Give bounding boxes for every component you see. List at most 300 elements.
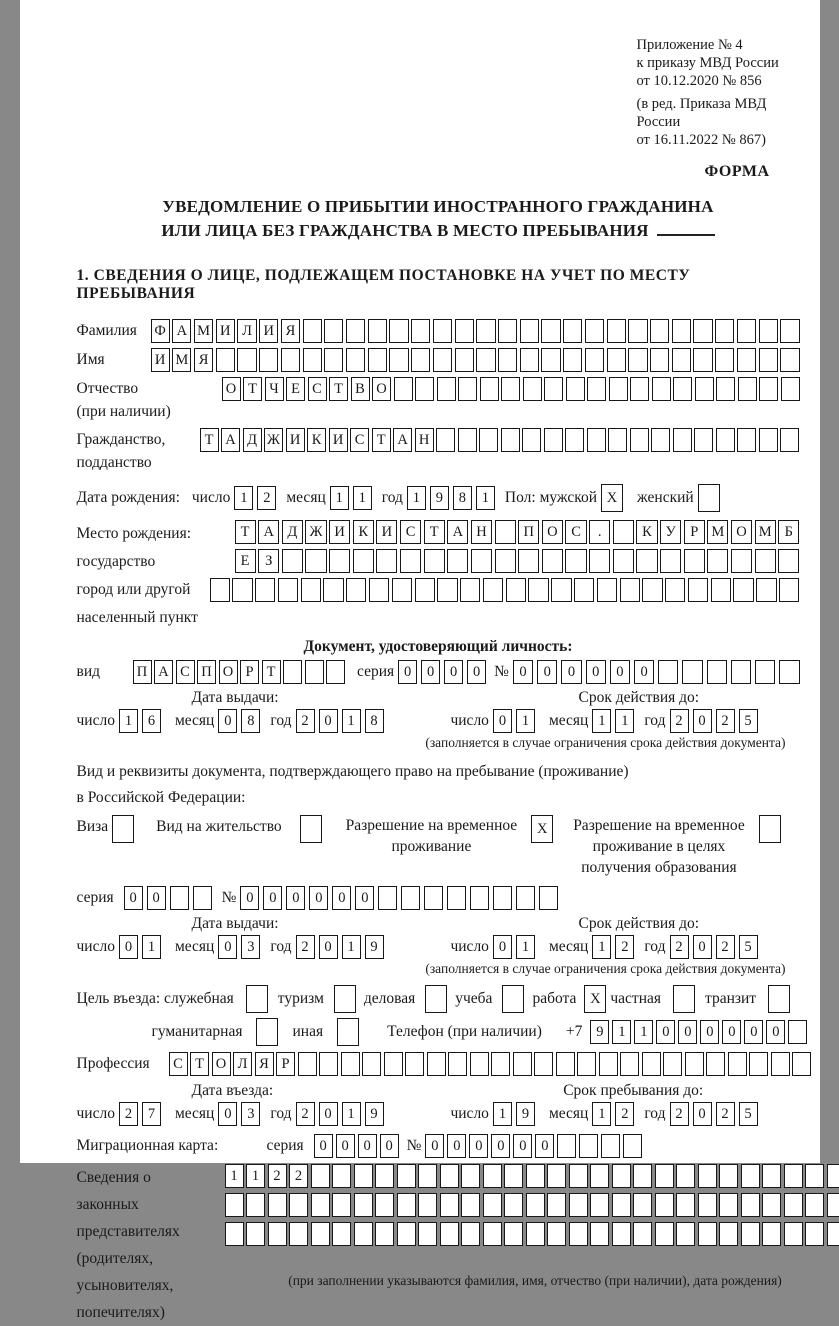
char-box[interactable]: 0	[319, 709, 338, 733]
char-box[interactable]: 1	[612, 1020, 631, 1044]
char-box[interactable]	[389, 348, 408, 372]
char-box[interactable]	[707, 660, 727, 684]
char-box[interactable]	[547, 1193, 566, 1217]
char-box[interactable]: 1	[353, 486, 372, 510]
char-box[interactable]: И	[259, 319, 278, 343]
char-box[interactable]	[650, 348, 669, 372]
char-box[interactable]	[698, 1193, 717, 1217]
char-box[interactable]	[278, 578, 298, 602]
char-box[interactable]: 3	[241, 935, 260, 959]
char-box[interactable]	[672, 319, 691, 343]
char-box[interactable]: 9	[590, 1020, 609, 1044]
char-box[interactable]: .	[589, 520, 610, 544]
char-box[interactable]	[541, 348, 560, 372]
char-box[interactable]	[650, 319, 669, 343]
char-box[interactable]	[693, 348, 712, 372]
char-box[interactable]	[502, 985, 524, 1013]
char-box[interactable]: Р	[240, 660, 259, 684]
char-box[interactable]	[246, 1222, 265, 1246]
char-box[interactable]	[368, 348, 387, 372]
char-box[interactable]	[440, 1193, 459, 1217]
char-box[interactable]	[112, 815, 134, 843]
char-box[interactable]	[607, 319, 626, 343]
char-box[interactable]: 0	[693, 935, 712, 959]
char-box[interactable]	[437, 578, 457, 602]
char-box[interactable]	[569, 1222, 588, 1246]
char-box[interactable]: О	[219, 660, 238, 684]
char-box[interactable]	[346, 578, 366, 602]
char-box[interactable]: 0	[561, 660, 581, 684]
char-box[interactable]	[716, 377, 735, 401]
char-box[interactable]	[563, 348, 582, 372]
char-box[interactable]	[784, 1222, 803, 1246]
char-box[interactable]	[579, 1134, 598, 1158]
char-box[interactable]	[437, 377, 456, 401]
char-box[interactable]: 0	[218, 1102, 237, 1126]
char-box[interactable]	[630, 377, 649, 401]
char-box[interactable]	[341, 1052, 360, 1076]
char-box[interactable]: 0	[286, 886, 305, 910]
char-box[interactable]: 1	[225, 1164, 244, 1188]
char-box[interactable]	[633, 1193, 652, 1217]
char-box[interactable]	[676, 1164, 695, 1188]
char-box[interactable]: И	[329, 428, 348, 452]
char-box[interactable]	[642, 1052, 661, 1076]
char-box[interactable]	[585, 348, 604, 372]
char-box[interactable]: 0	[513, 1134, 532, 1158]
char-box[interactable]	[780, 348, 799, 372]
char-box[interactable]	[601, 1134, 620, 1158]
char-box[interactable]: И	[376, 520, 397, 544]
char-box[interactable]	[557, 1134, 576, 1158]
char-box[interactable]	[738, 377, 757, 401]
char-box[interactable]	[676, 1193, 695, 1217]
char-box[interactable]: 2	[296, 1102, 315, 1126]
char-box[interactable]	[655, 1193, 674, 1217]
char-box[interactable]: 8	[241, 709, 260, 733]
char-box[interactable]	[759, 319, 778, 343]
char-box[interactable]	[334, 985, 356, 1013]
char-box[interactable]: У	[660, 520, 681, 544]
char-box[interactable]	[483, 578, 503, 602]
char-box[interactable]: 2	[119, 1102, 138, 1126]
char-box[interactable]	[337, 1018, 359, 1046]
char-box[interactable]: О	[212, 1052, 231, 1076]
char-box[interactable]	[300, 815, 322, 843]
char-box[interactable]	[418, 1164, 437, 1188]
char-box[interactable]	[447, 886, 466, 910]
char-box[interactable]	[401, 886, 420, 910]
char-box[interactable]: И	[286, 428, 305, 452]
char-box[interactable]	[504, 1164, 523, 1188]
char-box[interactable]	[741, 1222, 760, 1246]
char-box[interactable]	[741, 1193, 760, 1217]
char-box[interactable]: 0	[469, 1134, 488, 1158]
char-box[interactable]	[225, 1193, 244, 1217]
char-box[interactable]	[805, 1193, 824, 1217]
char-box[interactable]	[415, 377, 434, 401]
char-box[interactable]: Д	[282, 520, 303, 544]
char-box[interactable]	[711, 578, 731, 602]
char-box[interactable]	[620, 578, 640, 602]
char-box[interactable]	[544, 377, 563, 401]
char-box[interactable]	[628, 348, 647, 372]
char-box[interactable]	[778, 549, 799, 573]
char-box[interactable]: 0	[124, 886, 143, 910]
char-box[interactable]	[301, 578, 321, 602]
char-box[interactable]: Л	[233, 1052, 252, 1076]
char-box[interactable]	[623, 1134, 642, 1158]
char-box[interactable]: К	[307, 428, 326, 452]
char-box[interactable]	[684, 549, 705, 573]
char-box[interactable]	[329, 549, 350, 573]
char-box[interactable]	[569, 1193, 588, 1217]
char-box[interactable]: Я	[255, 1052, 274, 1076]
char-box[interactable]: 1	[330, 486, 349, 510]
char-box[interactable]	[534, 1052, 553, 1076]
char-box[interactable]	[375, 1193, 394, 1217]
char-box[interactable]: 1	[634, 1020, 653, 1044]
char-box[interactable]	[768, 985, 790, 1013]
char-box[interactable]	[698, 484, 720, 512]
char-box[interactable]	[397, 1193, 416, 1217]
char-box[interactable]	[225, 1222, 244, 1246]
char-box[interactable]	[479, 428, 498, 452]
char-box[interactable]	[471, 549, 492, 573]
char-box[interactable]	[612, 1193, 631, 1217]
char-box[interactable]	[440, 1222, 459, 1246]
char-box[interactable]	[480, 377, 499, 401]
char-box[interactable]	[731, 549, 752, 573]
char-box[interactable]	[759, 815, 781, 843]
char-box[interactable]	[762, 1222, 781, 1246]
char-box[interactable]: 2	[615, 935, 634, 959]
char-box[interactable]: С	[169, 1052, 188, 1076]
char-box[interactable]	[268, 1193, 287, 1217]
char-box[interactable]	[289, 1222, 308, 1246]
char-box[interactable]: Т	[243, 377, 262, 401]
char-box[interactable]: М	[194, 319, 213, 343]
char-box[interactable]	[526, 1164, 545, 1188]
char-box[interactable]	[779, 660, 799, 684]
char-box[interactable]: 7	[142, 1102, 161, 1126]
char-box[interactable]: 0	[493, 935, 512, 959]
char-box[interactable]	[719, 1222, 738, 1246]
char-box[interactable]: 5	[739, 935, 758, 959]
char-box[interactable]	[483, 1222, 502, 1246]
char-box[interactable]	[733, 578, 753, 602]
char-box[interactable]: 2	[257, 486, 276, 510]
char-box[interactable]	[405, 1052, 424, 1076]
char-box[interactable]	[574, 578, 594, 602]
char-box[interactable]	[673, 985, 695, 1013]
char-box[interactable]	[528, 578, 548, 602]
char-box[interactable]: 0	[610, 660, 630, 684]
char-box[interactable]	[756, 578, 776, 602]
char-box[interactable]	[303, 348, 322, 372]
char-box[interactable]: К	[636, 520, 657, 544]
char-box[interactable]	[498, 319, 517, 343]
char-box[interactable]	[658, 660, 678, 684]
char-box[interactable]	[660, 549, 681, 573]
char-box[interactable]: 1	[592, 935, 611, 959]
char-box[interactable]	[332, 1193, 351, 1217]
char-box[interactable]	[346, 319, 365, 343]
char-box[interactable]	[491, 1052, 510, 1076]
char-box[interactable]: 5	[739, 1102, 758, 1126]
char-box[interactable]	[319, 1052, 338, 1076]
char-box[interactable]: С	[350, 428, 369, 452]
char-box[interactable]: 1	[119, 709, 138, 733]
char-box[interactable]: 2	[296, 935, 315, 959]
char-box[interactable]	[706, 1052, 725, 1076]
char-box[interactable]: Л	[237, 319, 256, 343]
char-box[interactable]	[685, 1052, 704, 1076]
char-box[interactable]	[565, 549, 586, 573]
char-box[interactable]: Т	[200, 428, 219, 452]
char-box[interactable]: Ч	[265, 377, 284, 401]
char-box[interactable]	[324, 319, 343, 343]
char-box[interactable]: 9	[365, 1102, 384, 1126]
char-box[interactable]: 0	[240, 886, 259, 910]
char-box[interactable]	[246, 1193, 265, 1217]
char-box[interactable]	[612, 1222, 631, 1246]
char-box[interactable]: М	[707, 520, 728, 544]
char-box[interactable]	[633, 1222, 652, 1246]
char-box[interactable]: 0	[444, 660, 463, 684]
char-box[interactable]: 2	[716, 935, 735, 959]
char-box[interactable]	[698, 1164, 717, 1188]
char-box[interactable]	[375, 1222, 394, 1246]
char-box[interactable]: X	[584, 985, 606, 1013]
char-box[interactable]: 0	[319, 935, 338, 959]
char-box[interactable]: 9	[365, 935, 384, 959]
char-box[interactable]	[688, 578, 708, 602]
char-box[interactable]: 0	[586, 660, 606, 684]
char-box[interactable]	[400, 549, 421, 573]
char-box[interactable]	[516, 886, 535, 910]
char-box[interactable]	[642, 578, 662, 602]
char-box[interactable]	[483, 1193, 502, 1217]
char-box[interactable]	[694, 428, 713, 452]
char-box[interactable]: О	[731, 520, 752, 544]
char-box[interactable]	[805, 1222, 824, 1246]
char-box[interactable]	[397, 1222, 416, 1246]
char-box[interactable]	[655, 1222, 674, 1246]
char-box[interactable]: 2	[716, 1102, 735, 1126]
char-box[interactable]	[612, 1164, 631, 1188]
char-box[interactable]	[389, 319, 408, 343]
char-box[interactable]: 0	[537, 660, 557, 684]
char-box[interactable]: 6	[142, 709, 161, 733]
char-box[interactable]	[418, 1222, 437, 1246]
char-box[interactable]	[556, 1052, 575, 1076]
char-box[interactable]: X	[531, 815, 553, 843]
char-box[interactable]	[762, 1193, 781, 1217]
char-box[interactable]	[483, 1164, 502, 1188]
char-box[interactable]	[805, 1164, 824, 1188]
char-box[interactable]	[424, 549, 445, 573]
char-box[interactable]	[376, 549, 397, 573]
char-box[interactable]	[759, 348, 778, 372]
char-box[interactable]	[715, 348, 734, 372]
char-box[interactable]: 9	[516, 1102, 535, 1126]
char-box[interactable]	[749, 1052, 768, 1076]
char-box[interactable]	[609, 377, 628, 401]
char-box[interactable]	[256, 1018, 278, 1046]
char-box[interactable]	[673, 377, 692, 401]
char-box[interactable]: Е	[286, 377, 305, 401]
char-box[interactable]: 0	[744, 1020, 763, 1044]
char-box[interactable]	[501, 377, 520, 401]
char-box[interactable]: 8	[365, 709, 384, 733]
char-box[interactable]	[246, 985, 268, 1013]
char-box[interactable]	[501, 428, 520, 452]
char-box[interactable]: 1	[407, 486, 426, 510]
char-box[interactable]: 0	[700, 1020, 719, 1044]
char-box[interactable]: И	[151, 348, 170, 372]
char-box[interactable]: 1	[142, 935, 161, 959]
char-box[interactable]	[448, 1052, 467, 1076]
char-box[interactable]	[652, 377, 671, 401]
char-box[interactable]: С	[565, 520, 586, 544]
char-box[interactable]	[305, 549, 326, 573]
char-box[interactable]: 0	[380, 1134, 399, 1158]
char-box[interactable]: 1	[342, 709, 361, 733]
char-box[interactable]	[427, 1052, 446, 1076]
char-box[interactable]	[541, 319, 560, 343]
char-box[interactable]	[447, 549, 468, 573]
char-box[interactable]	[755, 660, 775, 684]
char-box[interactable]: З	[258, 549, 279, 573]
char-box[interactable]: 0	[467, 660, 486, 684]
char-box[interactable]	[282, 549, 303, 573]
char-box[interactable]	[522, 428, 541, 452]
char-box[interactable]: А	[154, 660, 173, 684]
char-box[interactable]: 1	[592, 1102, 611, 1126]
char-box[interactable]	[585, 319, 604, 343]
char-box[interactable]: А	[221, 428, 240, 452]
char-box[interactable]	[731, 660, 751, 684]
char-box[interactable]	[470, 886, 489, 910]
char-box[interactable]: И	[329, 520, 350, 544]
char-box[interactable]: С	[400, 520, 421, 544]
char-box[interactable]	[232, 578, 252, 602]
char-box[interactable]: 0	[332, 886, 351, 910]
char-box[interactable]: 0	[218, 935, 237, 959]
char-box[interactable]	[354, 1193, 373, 1217]
char-box[interactable]	[827, 1164, 839, 1188]
char-box[interactable]	[305, 660, 324, 684]
char-box[interactable]	[542, 549, 563, 573]
char-box[interactable]	[495, 520, 516, 544]
char-box[interactable]: М	[172, 348, 191, 372]
char-box[interactable]: 1	[342, 1102, 361, 1126]
char-box[interactable]	[392, 578, 412, 602]
char-box[interactable]	[433, 319, 452, 343]
char-box[interactable]	[415, 578, 435, 602]
char-box[interactable]	[566, 377, 585, 401]
char-box[interactable]	[630, 428, 649, 452]
char-box[interactable]	[518, 549, 539, 573]
char-box[interactable]	[792, 1052, 811, 1076]
char-box[interactable]	[613, 520, 634, 544]
char-box[interactable]: 1	[234, 486, 253, 510]
char-box[interactable]	[523, 377, 542, 401]
char-box[interactable]	[737, 348, 756, 372]
char-box[interactable]	[458, 428, 477, 452]
char-box[interactable]: Я	[194, 348, 213, 372]
char-box[interactable]	[779, 578, 799, 602]
char-box[interactable]: 0	[693, 709, 712, 733]
char-box[interactable]	[695, 377, 714, 401]
char-box[interactable]: 1	[592, 709, 611, 733]
char-box[interactable]: 2	[670, 1102, 689, 1126]
char-box[interactable]: М	[755, 520, 776, 544]
char-box[interactable]	[636, 549, 657, 573]
char-box[interactable]: 8	[453, 486, 472, 510]
char-box[interactable]	[759, 428, 778, 452]
char-box[interactable]: 0	[656, 1020, 675, 1044]
char-box[interactable]: 0	[336, 1134, 355, 1158]
char-box[interactable]: 1	[476, 486, 495, 510]
char-box[interactable]	[589, 549, 610, 573]
char-box[interactable]	[719, 1164, 738, 1188]
char-box[interactable]: 0	[398, 660, 417, 684]
char-box[interactable]	[608, 428, 627, 452]
char-box[interactable]	[298, 1052, 317, 1076]
char-box[interactable]: 0	[218, 709, 237, 733]
char-box[interactable]: Р	[276, 1052, 295, 1076]
char-box[interactable]	[216, 348, 235, 372]
char-box[interactable]	[613, 549, 634, 573]
char-box[interactable]	[569, 1164, 588, 1188]
char-box[interactable]	[577, 1052, 596, 1076]
char-box[interactable]: 2	[296, 709, 315, 733]
char-box[interactable]	[504, 1193, 523, 1217]
char-box[interactable]: Я	[281, 319, 300, 343]
char-box[interactable]: 0	[693, 1102, 712, 1126]
char-box[interactable]: 1	[493, 1102, 512, 1126]
char-box[interactable]	[599, 1052, 618, 1076]
char-box[interactable]: П	[518, 520, 539, 544]
char-box[interactable]	[663, 1052, 682, 1076]
char-box[interactable]	[498, 348, 517, 372]
char-box[interactable]	[268, 1222, 287, 1246]
char-box[interactable]	[375, 1164, 394, 1188]
char-box[interactable]	[737, 428, 756, 452]
char-box[interactable]	[506, 578, 526, 602]
char-box[interactable]: 1	[342, 935, 361, 959]
char-box[interactable]: 0	[535, 1134, 554, 1158]
char-box[interactable]: С	[176, 660, 195, 684]
char-box[interactable]	[323, 578, 343, 602]
char-box[interactable]: Д	[243, 428, 262, 452]
char-box[interactable]	[780, 428, 799, 452]
char-box[interactable]	[771, 1052, 790, 1076]
char-box[interactable]	[513, 1052, 532, 1076]
char-box[interactable]: 2	[716, 709, 735, 733]
char-box[interactable]: 2	[670, 935, 689, 959]
char-box[interactable]	[493, 886, 512, 910]
char-box[interactable]: 0	[309, 886, 328, 910]
char-box[interactable]	[411, 319, 430, 343]
char-box[interactable]: 0	[491, 1134, 510, 1158]
char-box[interactable]	[827, 1222, 839, 1246]
char-box[interactable]	[672, 348, 691, 372]
char-box[interactable]	[784, 1164, 803, 1188]
char-box[interactable]	[651, 428, 670, 452]
